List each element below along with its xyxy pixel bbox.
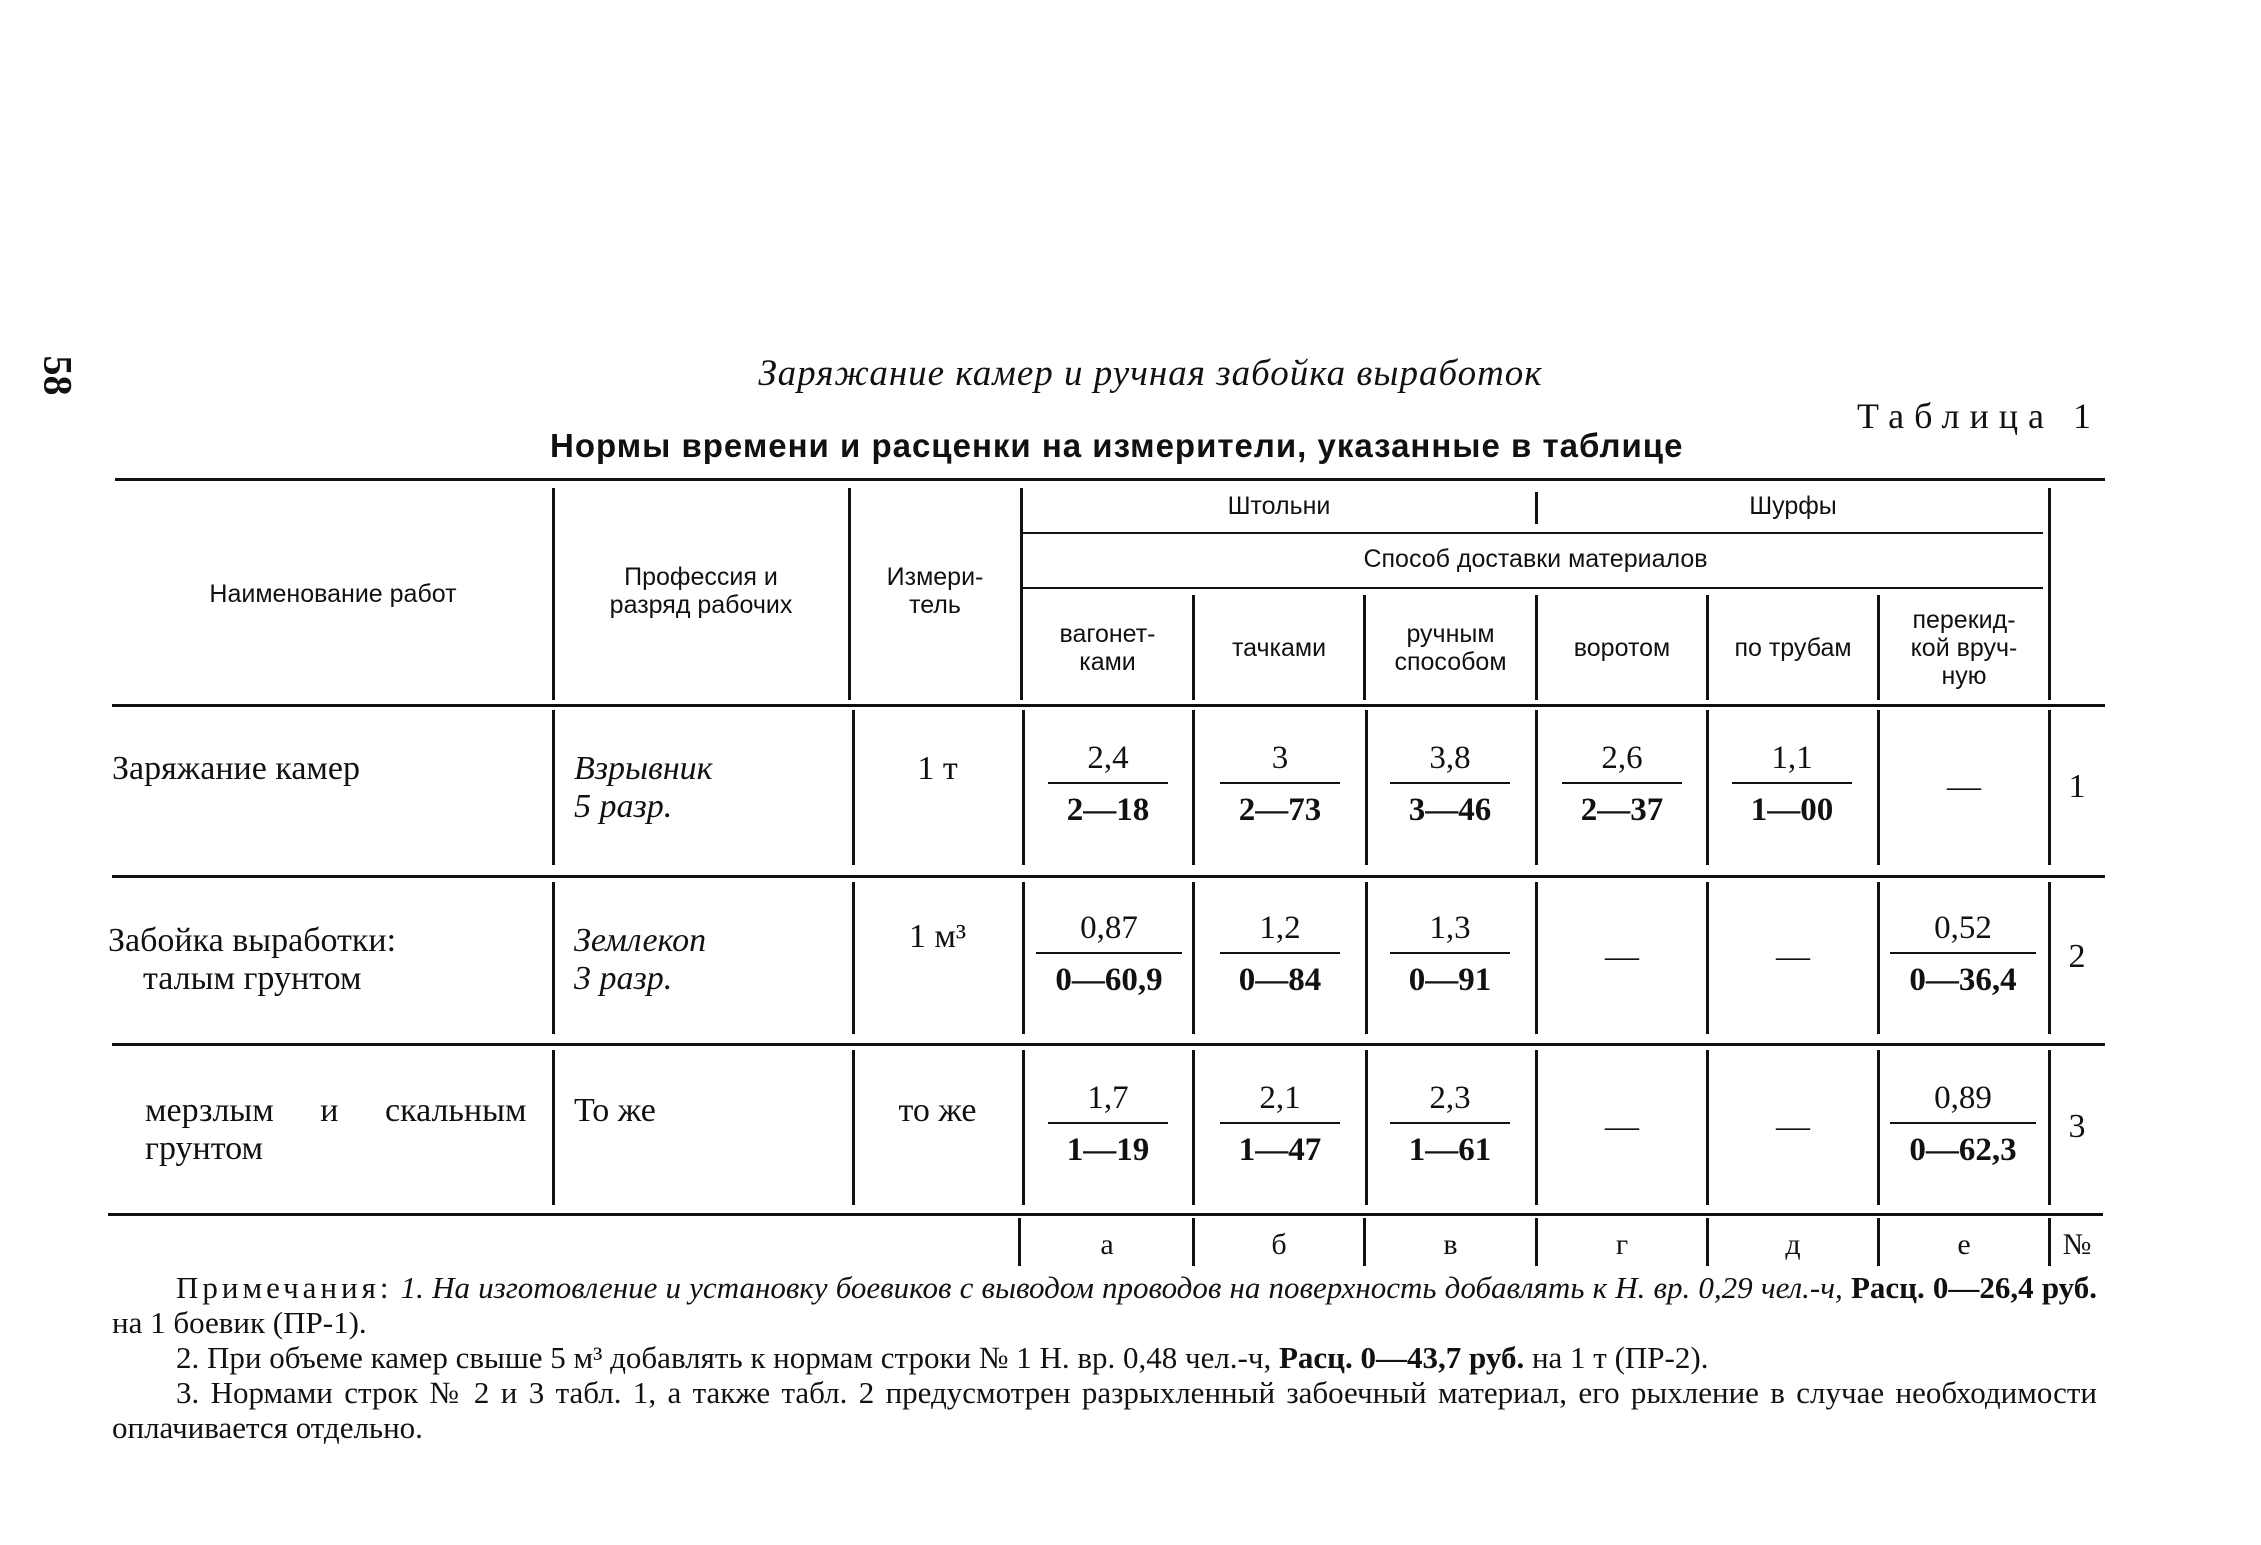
body-vline: [1365, 1050, 1368, 1205]
body-vline: [2048, 882, 2051, 1034]
row-1-profession: [574, 750, 713, 826]
body-vline: [1877, 1050, 1880, 1205]
row-2-unit: 1 м³: [908, 918, 967, 955]
note-1-rate: Расц. 0—26,4 руб.: [1850, 1270, 2098, 1305]
row-3-col-b: [1220, 1078, 1340, 1170]
note-2-tail: на 1 т (ПР-2).: [1524, 1340, 1709, 1375]
row-1-prof-line2: 5 разр.: [574, 788, 673, 825]
row-3-profession: То же: [574, 1092, 656, 1129]
header-bottom-rule: [112, 704, 2105, 707]
table-caption: Нормы времени и расценки на измерители, указанные в таблице: [550, 427, 1684, 464]
body-vline: [1706, 710, 1709, 865]
notes-label: Примечания:: [176, 1270, 393, 1305]
body-vline: [1022, 1050, 1025, 1205]
body-vline: [852, 882, 855, 1034]
row-1-col-d: [1732, 738, 1852, 830]
row-2-col-a-norm: 0,87: [1080, 910, 1138, 946]
row-2-col-b-norm: 1,2: [1259, 910, 1301, 946]
row-1-col-v-rate: 3—46: [1408, 792, 1492, 828]
row-3-col-b-norm: 2,1: [1259, 1080, 1301, 1116]
row-2-number: 2: [2068, 938, 2086, 975]
row-3-col-v-rate: 1—61: [1408, 1132, 1492, 1168]
row-1-col-a-norm: 2,4: [1087, 740, 1129, 776]
note-1-tail: на 1 боевик (ПР-1).: [112, 1305, 367, 1340]
header-col-d: [1709, 634, 1877, 662]
row-2-col-a: [1036, 908, 1182, 1000]
header-col-g: [1538, 634, 1706, 662]
body-vline: [2048, 710, 2051, 865]
page-number: 58: [35, 355, 81, 396]
row-1-col-a-rate: 2—18: [1066, 792, 1150, 828]
row-1-number: 1: [2068, 768, 2086, 805]
note-2: [112, 1340, 2097, 1375]
letter-vline: [2048, 1218, 2051, 1266]
row-3-unit: то же: [898, 1092, 977, 1129]
note-3: 3. Нормами строк № 2 и 3 табл. 1, а также табл. 2 предусмотрен разрыхленный забоечный материал, его рыхление в случае необходимости оплачивается отдельно.: [112, 1375, 2097, 1445]
header-unit-line2: тель: [909, 591, 961, 619]
header-delivery-method: Способ доставки материалов: [1363, 545, 1708, 573]
body-vline: [552, 882, 555, 1034]
body-vline: [1365, 710, 1368, 865]
body-vline: [1535, 710, 1538, 865]
notes: [112, 1270, 2097, 1445]
header-col-a: [1023, 620, 1192, 676]
column-letter-e: е: [1957, 1228, 1971, 1261]
body-vline: [1022, 882, 1025, 1034]
row-3-col-e-rate: 0—62,3: [1909, 1132, 2017, 1168]
row-2-name: [108, 922, 396, 998]
header-unit: [851, 563, 1019, 619]
header-col-v-l2: способом: [1394, 648, 1507, 676]
header-col-a-l2: ками: [1079, 648, 1136, 676]
row-1-col-b: [1220, 738, 1340, 830]
row-3-name-line2: грунтом: [145, 1130, 263, 1167]
header-profession-line2: разряд рабочих: [609, 591, 793, 619]
body-vline: [1192, 882, 1195, 1034]
row-1-col-d-rate: 1—00: [1750, 792, 1834, 828]
row-2-col-a-rate: 0—60,9: [1055, 962, 1163, 998]
note-2-text: 2. При объеме камер свыше 5 м³ добавлять к нормам строки № 1 Н. вр. 0,48 чел.-ч,: [176, 1340, 1279, 1375]
row-3-name-line1: мерзлым и скальным: [145, 1092, 527, 1129]
row-2-col-b: [1220, 908, 1340, 1000]
body-vline: [552, 1050, 555, 1205]
row-2-name-line2: талым грунтом: [143, 960, 362, 997]
row-1-name: Заряжание камер: [112, 750, 361, 787]
row-1-col-a: [1048, 738, 1168, 830]
header-shurfy: Шурфы: [1749, 492, 1837, 520]
row-2-prof-line1: Землекоп: [574, 922, 707, 959]
row-3-col-b-rate: 1—47: [1238, 1132, 1322, 1168]
row-1-col-v: [1390, 738, 1510, 830]
header-profession-line1: Профессия и: [624, 563, 778, 591]
header-col-b: [1195, 634, 1363, 662]
row-3-col-e: [1890, 1078, 2036, 1170]
row-1-rule: [112, 875, 2105, 878]
row-1-col-g-norm: 2,6: [1601, 740, 1643, 776]
header-col-g-l1: воротом: [1573, 634, 1671, 662]
row-1-col-v-norm: 3,8: [1429, 740, 1471, 776]
header-col-e-l2: кой вруч-: [1910, 634, 2018, 662]
row-1-col-b-rate: 2—73: [1238, 792, 1322, 828]
header-work-name: Наименование работ: [209, 580, 457, 608]
note-2-rate: Расц. 0—43,7 руб.: [1278, 1340, 1525, 1375]
header-col-v: [1366, 620, 1535, 676]
row-2-col-e-rate: 0—36,4: [1909, 962, 2017, 998]
row-2-prof-line2: 3 разр.: [574, 960, 673, 997]
row-1-col-g: [1562, 738, 1682, 830]
row-1-col-e: —: [1947, 768, 1981, 805]
row-2-col-g: —: [1605, 938, 1639, 975]
header-col-d-l1: по трубам: [1734, 634, 1852, 662]
header-col-v-l1: ручным: [1406, 620, 1495, 648]
row-2-col-b-rate: 0—84: [1238, 962, 1322, 998]
row-1-prof-line1: Взрывник: [574, 750, 713, 787]
hdr-vline: [2048, 488, 2051, 700]
row-3-col-e-norm: 0,89: [1934, 1080, 1992, 1116]
body-vline: [1192, 1050, 1195, 1205]
column-letter-b: б: [1271, 1228, 1287, 1261]
body-vline: [1192, 710, 1195, 865]
header-col-b-l1: тачками: [1231, 634, 1327, 662]
row-3-col-v: [1390, 1078, 1510, 1170]
column-letter-v: в: [1443, 1228, 1458, 1261]
row-2-col-e-norm: 0,52: [1934, 910, 1992, 946]
row-2-col-v-norm: 1,3: [1429, 910, 1471, 946]
header-col-a-l1: вагонет-: [1059, 620, 1156, 648]
header-rule-1: [1023, 532, 2043, 534]
body-vline: [1022, 710, 1025, 865]
row-3-col-a-norm: 1,7: [1087, 1080, 1129, 1116]
header-rule-2: [1023, 587, 2043, 589]
table-label: Таблица 1: [1857, 396, 2101, 436]
body-vline: [1877, 882, 1880, 1034]
row-1-col-d-norm: 1,1: [1771, 740, 1813, 776]
column-letter-g: г: [1615, 1228, 1629, 1261]
header-shtolni: Штольни: [1227, 492, 1331, 520]
table-bottom-rule: [108, 1213, 2103, 1216]
column-letter-a: а: [1100, 1228, 1114, 1261]
row-3-col-v-norm: 2,3: [1429, 1080, 1471, 1116]
row-2-col-d: —: [1776, 938, 1810, 975]
number-sign: №: [2062, 1228, 2092, 1261]
letter-vline: [1018, 1218, 1021, 1266]
body-vline: [1365, 882, 1368, 1034]
row-3-name: [145, 1092, 527, 1168]
row-2-col-e: [1890, 908, 2036, 1000]
row-3-col-d: —: [1776, 1108, 1810, 1145]
row-3-col-g: —: [1605, 1108, 1639, 1145]
column-letter-d: д: [1785, 1228, 1801, 1261]
table-top-rule: [115, 478, 2105, 481]
header-profession: [555, 563, 847, 619]
header-col-e: [1880, 606, 2048, 690]
row-3-col-a-rate: 1—19: [1066, 1132, 1150, 1168]
row-2-col-v-rate: 0—91: [1408, 962, 1492, 998]
row-2-col-v: [1390, 908, 1510, 1000]
row-1-unit: 1 т: [917, 750, 958, 787]
header-unit-line1: Измери-: [886, 563, 984, 591]
row-3-col-a: [1048, 1078, 1168, 1170]
row-1-col-b-norm: 3: [1271, 740, 1289, 776]
row-3-number: 3: [2068, 1108, 2086, 1145]
row-2-name-line1: Забойка выработки:: [108, 922, 397, 959]
row-2-rule: [112, 1043, 2105, 1046]
body-vline: [2048, 1050, 2051, 1205]
row-1-col-g-rate: 2—37: [1580, 792, 1664, 828]
body-vline: [552, 710, 555, 865]
row-2-profession: [574, 922, 706, 998]
header-col-e-l1: перекид-: [1912, 606, 2016, 634]
header-col-e-l3: ную: [1941, 662, 1987, 690]
note-1-text: 1. На изготовление и установку боевиков с выводом проводов на поверхность добавлять к Н. вр. 0,29 чел.-ч,: [392, 1270, 1851, 1305]
note-1: [112, 1270, 2097, 1340]
section-title: Заряжание камер и ручная забойка выработок: [758, 353, 1543, 394]
